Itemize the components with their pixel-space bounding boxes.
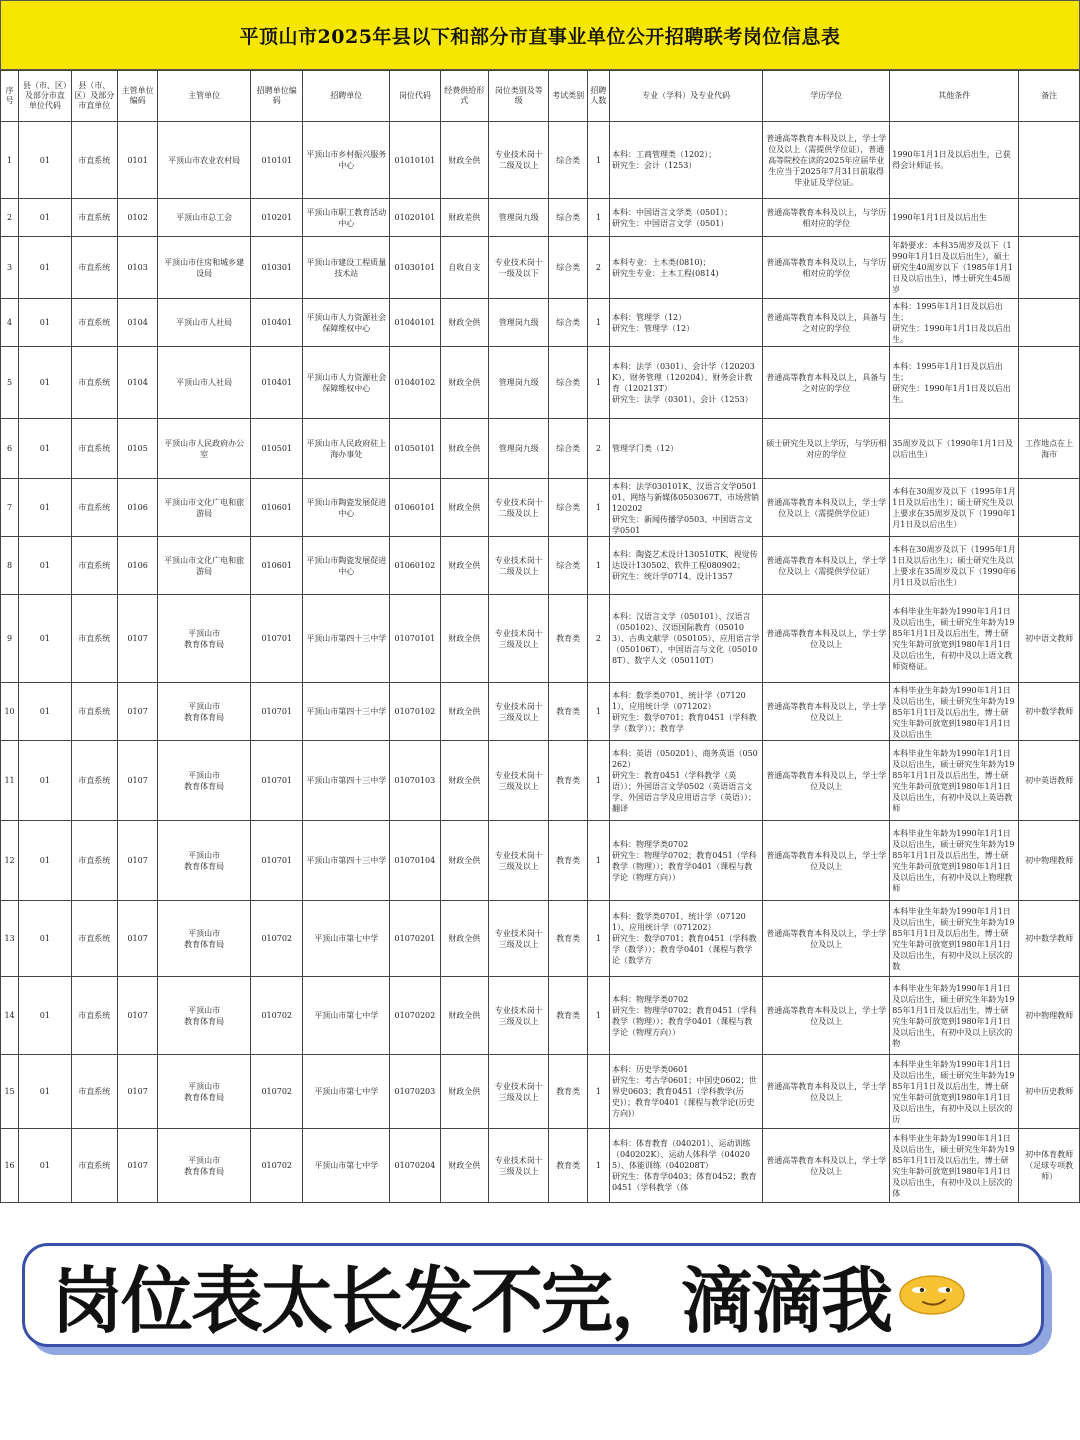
cell-post-level: 专业技术岗十二级及以上 xyxy=(488,122,549,199)
cell-major: 本科：陶瓷艺术设计130510TK、视觉传达设计130502、软件工程080902； 研究生：统计学0714、设计1357 xyxy=(609,537,762,595)
cell-dept: 平顶山市人社局 xyxy=(158,347,251,419)
cell-district: 市直系统 xyxy=(71,299,117,347)
cell-district: 市直系统 xyxy=(71,479,117,537)
cell-funding: 财政全供 xyxy=(440,595,488,683)
cell-dept-code: 0106 xyxy=(117,537,157,595)
cell-headcount: 1 xyxy=(587,537,609,595)
cell-conditions: 本科在30周岁及以下（1995年1月1日及以后出生）；硕士研究生及以上要求在35周岁及以下（1990年1月1日及以后出生） xyxy=(890,479,1019,537)
cell-district-code: 01 xyxy=(19,199,71,237)
cell-degree: 普通高等教育本科及以上，学士学位及以上 xyxy=(763,1129,890,1203)
header-post-level: 岗位类别及等级 xyxy=(488,71,549,122)
table-row xyxy=(1,122,1080,199)
table-row xyxy=(1,1055,1080,1129)
cell-unit: 平顶山市职工教育活动中心 xyxy=(303,199,390,237)
cell-unit: 平顶山市人力资源社会保障维权中心 xyxy=(303,347,390,419)
table-row xyxy=(1,199,1080,237)
cell-headcount: 1 xyxy=(587,479,609,537)
cell-degree: 普通高等教育本科及以上，学士学位及以上 xyxy=(763,741,890,821)
cell-post-level: 专业技术岗十三级及以上 xyxy=(488,821,549,901)
cell-unit-code: 010201 xyxy=(251,199,303,237)
job-table xyxy=(0,70,1080,1203)
cell-district-code: 01 xyxy=(19,299,71,347)
cell-unit: 平顶山市第七中学 xyxy=(303,1055,390,1129)
cell-post-code: 01070204 xyxy=(390,1129,440,1203)
cell-post-level: 专业技术岗十三级及以上 xyxy=(488,901,549,977)
header-exam-type: 考试类别 xyxy=(549,71,587,122)
cell-post-level: 专业技术岗十三级及以上 xyxy=(488,977,549,1055)
cell-index: 5 xyxy=(1,347,19,419)
cell-dept: 平顶山市人民政府办公室 xyxy=(158,419,251,479)
header-unit-code: 招聘单位编码 xyxy=(251,71,303,122)
cell-headcount: 1 xyxy=(587,821,609,901)
cell-headcount: 1 xyxy=(587,741,609,821)
cell-dept-code: 0107 xyxy=(117,901,157,977)
cell-exam-type: 综合类 xyxy=(549,347,587,419)
header-district: 县（市、区）及部分市直单位 xyxy=(71,71,117,122)
cell-district: 市直系统 xyxy=(71,237,117,299)
cell-degree: 普通高等教育本科及以上，与学历相对应的学位 xyxy=(763,237,890,299)
header-degree: 学历学位 xyxy=(763,71,890,122)
cell-unit-code: 010401 xyxy=(251,299,303,347)
cell-remarks: 初中物理教师 xyxy=(1019,821,1080,901)
cell-district-code: 01 xyxy=(19,537,71,595)
cell-unit: 平顶山市第四十三中学 xyxy=(303,595,390,683)
cell-conditions: 本科毕业生年龄为1990年1月1日及以后出生，硕士研究生年龄为1985年1月1日及以后出生，博士研究生年龄可放宽到1980年1月1日及以后出生，有初中及以上语文教师资格证。 xyxy=(890,595,1019,683)
cell-dept: 平顶山市 教育体育局 xyxy=(158,683,251,741)
cell-district: 市直系统 xyxy=(71,347,117,419)
cell-dept-code: 0107 xyxy=(117,977,157,1055)
cell-degree: 普通高等教育本科及以上，学士学位及以上 xyxy=(763,901,890,977)
cell-degree: 硕士研究生及以上学历，与学历相对应的学位 xyxy=(763,419,890,479)
cell-exam-type: 教育类 xyxy=(549,977,587,1055)
cell-index: 14 xyxy=(1,977,19,1055)
cell-dept: 平顶山市住房和城乡建设局 xyxy=(158,237,251,299)
cell-district-code: 01 xyxy=(19,1129,71,1203)
cell-funding: 财政全供 xyxy=(440,977,488,1055)
cell-dept: 平顶山市 教育体育局 xyxy=(158,741,251,821)
cell-major: 本科：物理学类0702 研究生：物理学0702；教育0451（学科教学（物理））；教育学0401（课程与教学论（物理方向）） xyxy=(609,977,762,1055)
cell-funding: 财政差供 xyxy=(440,199,488,237)
table-row xyxy=(1,977,1080,1055)
cell-headcount: 1 xyxy=(587,683,609,741)
cell-district-code: 01 xyxy=(19,237,71,299)
cell-district: 市直系统 xyxy=(71,683,117,741)
cell-conditions: 本科毕业生年龄为1990年1月1日及以后出生，硕士研究生年龄为1985年1月1日及以后出生，博士研究生年龄可放宽到1980年1月1日及以后出生 xyxy=(890,683,1019,741)
cell-major: 本科：数学类0701、统计学（071201）、应用统计学（071202） 研究生：数学0701；教育0451（学科教学（数学））；教育学0401（课程与教学论（数学方 xyxy=(609,901,762,977)
header-dept-code: 主管单位编码 xyxy=(117,71,157,122)
cell-post-code: 01020101 xyxy=(390,199,440,237)
cell-index: 8 xyxy=(1,537,19,595)
cell-funding: 财政全供 xyxy=(440,479,488,537)
cell-dept-code: 0102 xyxy=(117,199,157,237)
table-row xyxy=(1,901,1080,977)
cell-unit-code: 010701 xyxy=(251,741,303,821)
cell-unit-code: 010702 xyxy=(251,1055,303,1129)
cell-unit-code: 010601 xyxy=(251,537,303,595)
cell-index: 6 xyxy=(1,419,19,479)
cell-dept-code: 0107 xyxy=(117,821,157,901)
cell-conditions: 本科在30周岁及以下（1995年1月1日及以后出生）；硕士研究生及以上要求在35周岁及以下（1990年6月1日及以后出生） xyxy=(890,537,1019,595)
cell-conditions: 本科：1995年1月1日及以后出生； 研究生：1990年1月1日及以后出生。 xyxy=(890,347,1019,419)
cell-dept-code: 0107 xyxy=(117,683,157,741)
cell-conditions: 1990年1月1日及以后出生，已获得会计师证书。 xyxy=(890,122,1019,199)
cell-degree: 普通高等教育本科及以上，学士学位及以上 xyxy=(763,1055,890,1129)
cell-major: 本科专业：土木类(0810)； 研究生专业：土木工程(0814) xyxy=(609,237,762,299)
cell-major: 本科：管理学（12） 研究生：管理学（12） xyxy=(609,299,762,347)
cell-unit-code: 010101 xyxy=(251,122,303,199)
cell-exam-type: 综合类 xyxy=(549,237,587,299)
cell-unit-code: 010702 xyxy=(251,977,303,1055)
cell-degree: 普通高等教育本科及以上，学士学位及以上 xyxy=(763,683,890,741)
cell-exam-type: 教育类 xyxy=(549,595,587,683)
cell-index: 11 xyxy=(1,741,19,821)
cell-remarks: 初中物理教师 xyxy=(1019,977,1080,1055)
cell-unit: 平顶山市第四十三中学 xyxy=(303,683,390,741)
cell-dept-code: 0107 xyxy=(117,1129,157,1203)
cell-dept-code: 0105 xyxy=(117,419,157,479)
cell-funding: 财政全供 xyxy=(440,683,488,741)
cell-post-level: 管理岗九级 xyxy=(488,347,549,419)
cell-post-level: 专业技术岗十一级及以下 xyxy=(488,237,549,299)
cell-major: 本科：法学030101K、汉语言文学050101、网络与新媒体0503067T、市场营销120202 研究生：新闻传播学0503、中国语言文学0501 xyxy=(609,479,762,537)
cell-dept-code: 0101 xyxy=(117,122,157,199)
cell-district: 市直系统 xyxy=(71,977,117,1055)
cell-unit-code: 010601 xyxy=(251,479,303,537)
cell-district-code: 01 xyxy=(19,122,71,199)
cell-unit: 平顶山市乡村振兴服务中心 xyxy=(303,122,390,199)
cell-post-code: 01070104 xyxy=(390,821,440,901)
cell-conditions: 35周岁及以下（1990年1月1日及以后出生） xyxy=(890,419,1019,479)
cell-funding: 财政全供 xyxy=(440,901,488,977)
cell-remarks: 工作地点在上海市 xyxy=(1019,419,1080,479)
cell-exam-type: 教育类 xyxy=(549,901,587,977)
cell-exam-type: 教育类 xyxy=(549,1129,587,1203)
cell-unit: 平顶山市第七中学 xyxy=(303,977,390,1055)
cell-degree: 普通高等教育本科及以上，学士学位及以上（需提供学位证），普通高等院校在读的2025年应届毕业生应当于2025年7月31日前取得毕业证及学位证。 xyxy=(763,122,890,199)
cell-district: 市直系统 xyxy=(71,1129,117,1203)
cell-dept: 平顶山市 教育体育局 xyxy=(158,821,251,901)
cell-exam-type: 综合类 xyxy=(549,537,587,595)
cell-funding: 财政全供 xyxy=(440,1129,488,1203)
cell-unit-code: 010701 xyxy=(251,595,303,683)
cell-dept: 平顶山市人社局 xyxy=(158,299,251,347)
cell-major: 本科：历史学类0601 研究生：考古学0601；中国史0602；世界史0603；教育0451（学科教学(历史)）；教育学0401（课程与教学论(历史方向)） xyxy=(609,1055,762,1129)
cell-funding: 财政全供 xyxy=(440,347,488,419)
cell-conditions: 本科毕业生年龄为1990年1月1日及以后出生，硕士研究生年龄为1985年1月1日及以后出生，博士研究生年龄可放宽到1980年1月1日及以后出生，有初中及以上层次的体 xyxy=(890,1129,1019,1203)
cell-exam-type: 教育类 xyxy=(549,741,587,821)
cell-funding: 自收自支 xyxy=(440,237,488,299)
cell-remarks: 初中历史教师 xyxy=(1019,1055,1080,1129)
cell-index: 2 xyxy=(1,199,19,237)
cell-district-code: 01 xyxy=(19,683,71,741)
cell-dept: 平顶山市 教育体育局 xyxy=(158,1055,251,1129)
cell-dept-code: 0107 xyxy=(117,741,157,821)
cell-index: 16 xyxy=(1,1129,19,1203)
cell-unit-code: 010501 xyxy=(251,419,303,479)
cell-degree: 普通高等教育本科及以上，具备与之对应的学位 xyxy=(763,347,890,419)
header-unit: 招聘单位 xyxy=(303,71,390,122)
cell-post-level: 管理岗九级 xyxy=(488,199,549,237)
header-post-code: 岗位代码 xyxy=(390,71,440,122)
cell-unit: 平顶山市第四十三中学 xyxy=(303,821,390,901)
cell-dept: 平顶山市总工会 xyxy=(158,199,251,237)
cell-unit-code: 010702 xyxy=(251,901,303,977)
cell-district-code: 01 xyxy=(19,977,71,1055)
cell-district: 市直系统 xyxy=(71,419,117,479)
cell-unit-code: 010401 xyxy=(251,347,303,419)
cell-major: 本科：数学类0701、统计学（071201）、应用统计学（071202） 研究生：数学0701；教育0451（学科教学（数学））；教育学 xyxy=(609,683,762,741)
cell-headcount: 1 xyxy=(587,347,609,419)
cell-degree: 普通高等教育本科及以上，学士学位及以上 xyxy=(763,977,890,1055)
cell-major: 本科：法学（0301）、会计学（120203K）、财务管理（120204）、财务会计教育（120213T） 研究生：法学（0301）、会计（1253） xyxy=(609,347,762,419)
cell-dept: 平顶山市 教育体育局 xyxy=(158,1129,251,1203)
cell-district-code: 01 xyxy=(19,347,71,419)
cell-unit: 平顶山市人民政府驻上海办事处 xyxy=(303,419,390,479)
cell-district: 市直系统 xyxy=(71,741,117,821)
header-remarks: 备注 xyxy=(1019,71,1080,122)
cell-exam-type: 综合类 xyxy=(549,299,587,347)
cell-unit-code: 010701 xyxy=(251,683,303,741)
cell-headcount: 2 xyxy=(587,595,609,683)
cell-dept: 平顶山市 教育体育局 xyxy=(158,977,251,1055)
cell-remarks: 初中数学教师 xyxy=(1019,683,1080,741)
cell-conditions: 本科毕业生年龄为1990年1月1日及以后出生，硕士研究生年龄为1985年1月1日及以后出生，博士研究生年龄可放宽到1980年1月1日及以后出生，有初中及以上层次的历 xyxy=(890,1055,1019,1129)
cell-dept-code: 0106 xyxy=(117,479,157,537)
cell-district: 市直系统 xyxy=(71,537,117,595)
cell-post-code: 01070202 xyxy=(390,977,440,1055)
cell-index: 4 xyxy=(1,299,19,347)
cell-exam-type: 综合类 xyxy=(549,199,587,237)
cell-district: 市直系统 xyxy=(71,821,117,901)
cell-headcount: 1 xyxy=(587,901,609,977)
cell-unit: 平顶山市陶瓷发展促进中心 xyxy=(303,479,390,537)
cell-remarks xyxy=(1019,299,1080,347)
cell-headcount: 1 xyxy=(587,299,609,347)
table-body xyxy=(1,122,1080,1203)
cell-exam-type: 综合类 xyxy=(549,419,587,479)
cell-post-level: 专业技术岗十二级及以上 xyxy=(488,537,549,595)
banner-box xyxy=(22,1243,1044,1347)
cell-post-level: 专业技术岗十三级及以上 xyxy=(488,741,549,821)
cell-dept: 平顶山市文化广电和旅游局 xyxy=(158,537,251,595)
cell-index: 12 xyxy=(1,821,19,901)
table-row xyxy=(1,347,1080,419)
cell-post-level: 专业技术岗十三级及以上 xyxy=(488,1055,549,1129)
cell-major: 管理学门类（12） xyxy=(609,419,762,479)
table-row xyxy=(1,595,1080,683)
cell-remarks xyxy=(1019,199,1080,237)
cell-unit-code: 010702 xyxy=(251,1129,303,1203)
cell-post-level: 管理岗九级 xyxy=(488,419,549,479)
cell-post-code: 01050101 xyxy=(390,419,440,479)
header-conditions: 其他条件 xyxy=(890,71,1019,122)
cell-remarks: 初中数学教师 xyxy=(1019,901,1080,977)
header-major: 专业（学科）及专业代码 xyxy=(609,71,762,122)
cell-dept-code: 0107 xyxy=(117,1055,157,1129)
cell-conditions: 本科：1995年1月1日及以后出生； 研究生：1990年1月1日及以后出生。 xyxy=(890,299,1019,347)
cell-dept-code: 0104 xyxy=(117,347,157,419)
table-row xyxy=(1,237,1080,299)
cell-degree: 普通高等教育本科及以上，学士学位及以上（需提供学位证） xyxy=(763,537,890,595)
cell-post-code: 01070102 xyxy=(390,683,440,741)
cell-index: 13 xyxy=(1,901,19,977)
cell-dept: 平顶山市 教育体育局 xyxy=(158,595,251,683)
cell-conditions: 年龄要求：本科35周岁及以下（1990年1月1日及以后出生），硕士研究生40周岁以下（1985年1月1日及以后出生），博士研究生45周岁 xyxy=(890,237,1019,299)
cell-exam-type: 教育类 xyxy=(549,683,587,741)
promo-banner xyxy=(22,1243,1052,1355)
cell-index: 9 xyxy=(1,595,19,683)
table-row xyxy=(1,479,1080,537)
cell-unit: 平顶山市第七中学 xyxy=(303,1129,390,1203)
cell-conditions: 本科毕业生年龄为1990年1月1日及以后出生，硕士研究生年龄为1985年1月1日及以后出生，博士研究生年龄可放宽到1980年1月1日及以后出生，有初中及以上层次的数 xyxy=(890,901,1019,977)
cell-dept-code: 0107 xyxy=(117,595,157,683)
cell-district: 市直系统 xyxy=(71,1055,117,1129)
cell-district: 市直系统 xyxy=(71,122,117,199)
cell-headcount: 1 xyxy=(587,122,609,199)
cell-district: 市直系统 xyxy=(71,595,117,683)
cell-funding: 财政全供 xyxy=(440,419,488,479)
cell-major: 本科：汉语言文学（050101）、汉语言（050102）、汉语国际教育（050103）、古典文献学（050105）、应用语言学（050106T）、中国语言与文化（050108T）、数字人文（050110T） xyxy=(609,595,762,683)
cell-exam-type: 教育类 xyxy=(549,821,587,901)
cell-conditions: 本科毕业生年龄为1990年1月1日及以后出生，硕士研究生年龄为1985年1月1日及以后出生，博士研究生年龄可放宽到1980年1月1日及以后出生，有初中及以上英语教师 xyxy=(890,741,1019,821)
cell-index: 3 xyxy=(1,237,19,299)
cell-index: 15 xyxy=(1,1055,19,1129)
cell-post-code: 01070201 xyxy=(390,901,440,977)
cell-headcount: 2 xyxy=(587,237,609,299)
cell-post-level: 专业技术岗十三级及以上 xyxy=(488,595,549,683)
cell-post-level: 管理岗九级 xyxy=(488,299,549,347)
cell-index: 7 xyxy=(1,479,19,537)
cell-district-code: 01 xyxy=(19,479,71,537)
cell-unit: 平顶山市人力资源社会保障维权中心 xyxy=(303,299,390,347)
table-row xyxy=(1,1129,1080,1203)
cell-exam-type: 教育类 xyxy=(549,1055,587,1129)
cell-funding: 财政全供 xyxy=(440,299,488,347)
cell-dept: 平顶山市文化广电和旅游局 xyxy=(158,479,251,537)
cell-post-code: 01010101 xyxy=(390,122,440,199)
cell-post-code: 01060101 xyxy=(390,479,440,537)
cell-dept: 平顶山市 教育体育局 xyxy=(158,901,251,977)
cell-degree: 普通高等教育本科及以上，学士学位及以上 xyxy=(763,821,890,901)
cell-remarks xyxy=(1019,347,1080,419)
cell-funding: 财政全供 xyxy=(440,741,488,821)
cell-unit: 平顶山市第四十三中学 xyxy=(303,741,390,821)
cell-major: 本科：体育教育（040201）、运动训练（040202K）、运动人体科学（040205）、体能训练（040208T） 研究生：体育学0403；体育0452；教育0451（学科教学（体 xyxy=(609,1129,762,1203)
table-row xyxy=(1,821,1080,901)
cell-headcount: 1 xyxy=(587,1129,609,1203)
cell-district-code: 01 xyxy=(19,419,71,479)
cell-remarks: 初中体育教师（足球专项教师） xyxy=(1019,1129,1080,1203)
cell-post-code: 01070103 xyxy=(390,741,440,821)
cell-post-code: 01040101 xyxy=(390,299,440,347)
cell-exam-type: 综合类 xyxy=(549,479,587,537)
cell-headcount: 1 xyxy=(587,199,609,237)
cell-post-code: 01070101 xyxy=(390,595,440,683)
cell-conditions: 1990年1月1日及以后出生 xyxy=(890,199,1019,237)
header-funding: 经费供给形式 xyxy=(440,71,488,122)
cell-post-code: 01060102 xyxy=(390,537,440,595)
cell-post-code: 01030101 xyxy=(390,237,440,299)
table-row xyxy=(1,537,1080,595)
cell-unit: 平顶山市第七中学 xyxy=(303,901,390,977)
banner-text: 岗位表太长发不完，滴滴我 xyxy=(51,1259,892,1343)
cell-remarks: 初中英语教师 xyxy=(1019,741,1080,821)
cell-headcount: 1 xyxy=(587,1055,609,1129)
cell-district: 市直系统 xyxy=(71,901,117,977)
cell-conditions: 本科毕业生年龄为1990年1月1日及以后出生，硕士研究生年龄为1985年1月1日及以后出生，博士研究生年龄可放宽到1980年1月1日及以后出生，有初中及以上物理教师 xyxy=(890,821,1019,901)
cell-funding: 财政全供 xyxy=(440,1055,488,1129)
cell-post-level: 专业技术岗十三级及以上 xyxy=(488,1129,549,1203)
cell-degree: 普通高等教育本科及以上，具备与之对应的学位 xyxy=(763,299,890,347)
cell-unit-code: 010701 xyxy=(251,821,303,901)
cell-post-code: 01070203 xyxy=(390,1055,440,1129)
header-index: 序号 xyxy=(1,71,19,122)
cell-remarks xyxy=(1019,122,1080,199)
cell-conditions: 本科毕业生年龄为1990年1月1日及以后出生，硕士研究生年龄为1985年1月1日及以后出生，博士研究生年龄可放宽到1980年1月1日及以后出生，有初中及以上层次的物 xyxy=(890,977,1019,1055)
cell-index: 10 xyxy=(1,683,19,741)
page-title: 平顶山市2025年县以下和部分市直事业单位公开招聘联考岗位信息表 xyxy=(239,25,841,48)
cell-index: 1 xyxy=(1,122,19,199)
cell-degree: 普通高等教育本科及以上，学士学位及以上（需提供学位证） xyxy=(763,479,890,537)
header-row xyxy=(1,71,1080,122)
cell-post-level: 专业技术岗十三级及以上 xyxy=(488,683,549,741)
header-headcount: 招聘人数 xyxy=(587,71,609,122)
header-dept: 主管单位 xyxy=(158,71,251,122)
cell-remarks xyxy=(1019,537,1080,595)
table-row xyxy=(1,419,1080,479)
cell-unit-code: 010301 xyxy=(251,237,303,299)
cell-degree: 普通高等教育本科及以上，与学历相对应的学位 xyxy=(763,199,890,237)
smirk-face-icon xyxy=(899,1275,965,1315)
cell-unit: 平顶山市建设工程质量技术站 xyxy=(303,237,390,299)
cell-district-code: 01 xyxy=(19,1055,71,1129)
cell-degree: 普通高等教育本科及以上，学士学位及以上 xyxy=(763,595,890,683)
cell-dept-code: 0104 xyxy=(117,299,157,347)
cell-remarks xyxy=(1019,479,1080,537)
cell-unit: 平顶山市陶瓷发展促进中心 xyxy=(303,537,390,595)
cell-post-level: 专业技术岗十二级及以上 xyxy=(488,479,549,537)
cell-dept-code: 0103 xyxy=(117,237,157,299)
header-district-code: 县（市、区）及部分市直单位代码 xyxy=(19,71,71,122)
cell-district-code: 01 xyxy=(19,741,71,821)
cell-headcount: 2 xyxy=(587,419,609,479)
cell-funding: 财政全供 xyxy=(440,122,488,199)
cell-headcount: 1 xyxy=(587,977,609,1055)
table-row xyxy=(1,683,1080,741)
cell-major: 本科：物理学类0702 研究生：物理学0702；教育0451（学科教学（物理））；教育学0401（课程与教学论（物理方向）） xyxy=(609,821,762,901)
cell-district-code: 01 xyxy=(19,821,71,901)
cell-exam-type: 综合类 xyxy=(549,122,587,199)
cell-major: 本科：英语（050201）、商务英语（050262） 研究生：教育0451（学科教学（英语））；外国语言文学0502（英语语言文学、外国语言学及应用语言学（英语））；翻译 xyxy=(609,741,762,821)
cell-remarks xyxy=(1019,237,1080,299)
cell-dept: 平顶山市农业农村局 xyxy=(158,122,251,199)
table-row xyxy=(1,741,1080,821)
cell-funding: 财政全供 xyxy=(440,821,488,901)
cell-district: 市直系统 xyxy=(71,199,117,237)
cell-major: 本科：工商管理类（1202）； 研究生：会计（1253） xyxy=(609,122,762,199)
title-bar xyxy=(0,0,1080,70)
cell-district-code: 01 xyxy=(19,901,71,977)
cell-district-code: 01 xyxy=(19,595,71,683)
cell-remarks: 初中语文教师 xyxy=(1019,595,1080,683)
cell-post-code: 01040102 xyxy=(390,347,440,419)
cell-major: 本科：中国语言文学类（0501）； 研究生：中国语言文学（0501） xyxy=(609,199,762,237)
cell-funding: 财政全供 xyxy=(440,537,488,595)
table-row xyxy=(1,299,1080,347)
